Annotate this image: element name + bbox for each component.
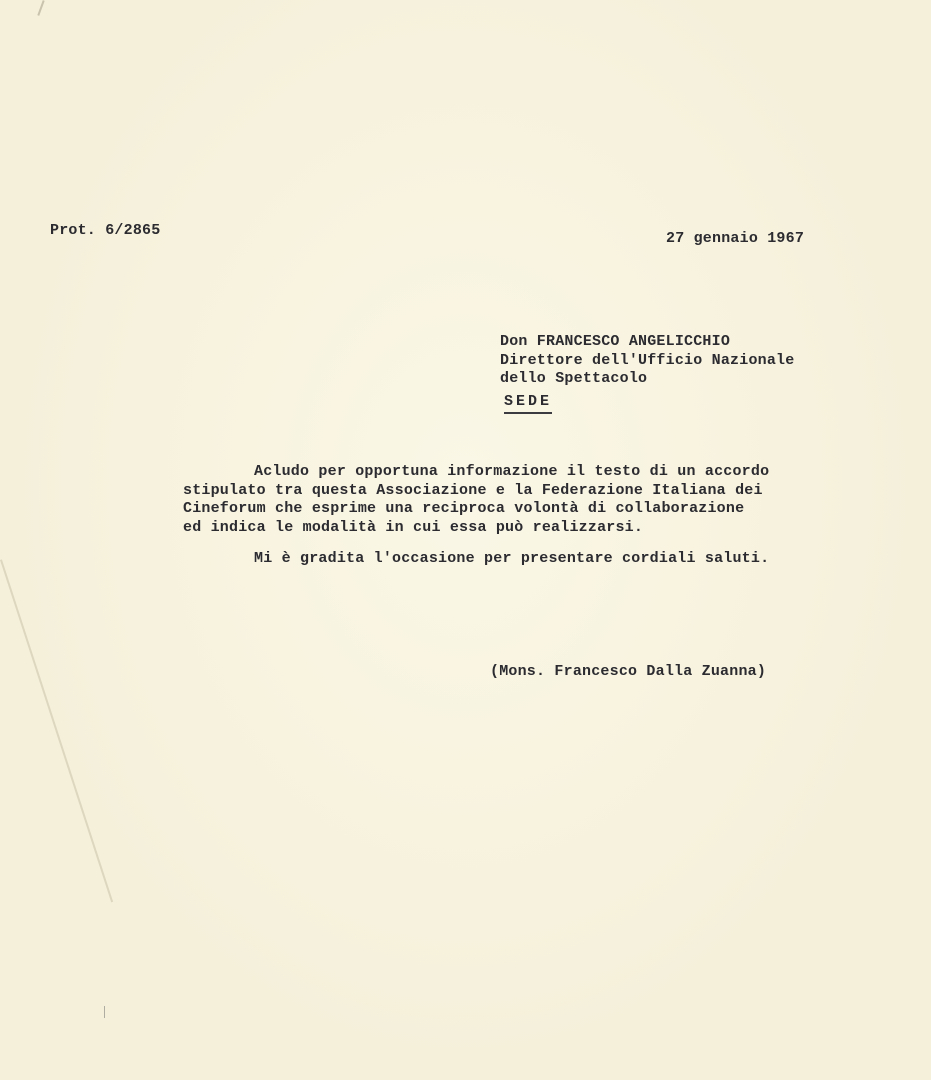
recipient-name: Don FRANCESCO ANGELICCHIO	[500, 333, 731, 350]
body-line: stipulato tra questa Associazione e la Federazione Italiana dei	[183, 482, 763, 499]
recipient-office: dello Spettacolo	[500, 370, 648, 387]
signature-line: (Mons. Francesco Dalla Zuanna)	[490, 663, 767, 680]
body-line: Acludo per opportuna informazione il testo di un accordo	[254, 463, 770, 480]
letter-date: 27 gennaio 1967	[666, 230, 805, 247]
body-line: Cineforum che esprime una reciproca volontà di collaborazione	[183, 500, 745, 517]
protocol-number: Prot. 6/2865	[50, 222, 161, 239]
paper-mark	[37, 0, 44, 16]
paper-mark	[104, 1006, 105, 1018]
closing-line: Mi è gradita l'occasione per presentare cordiali saluti.	[254, 550, 770, 567]
body-line: ed indica le modalità in cui essa può realizzarsi.	[183, 519, 644, 536]
recipient-location: SEDE	[504, 393, 552, 414]
paper-fold	[0, 559, 113, 902]
recipient-title: Direttore dell'Ufficio Nazionale	[500, 352, 795, 369]
